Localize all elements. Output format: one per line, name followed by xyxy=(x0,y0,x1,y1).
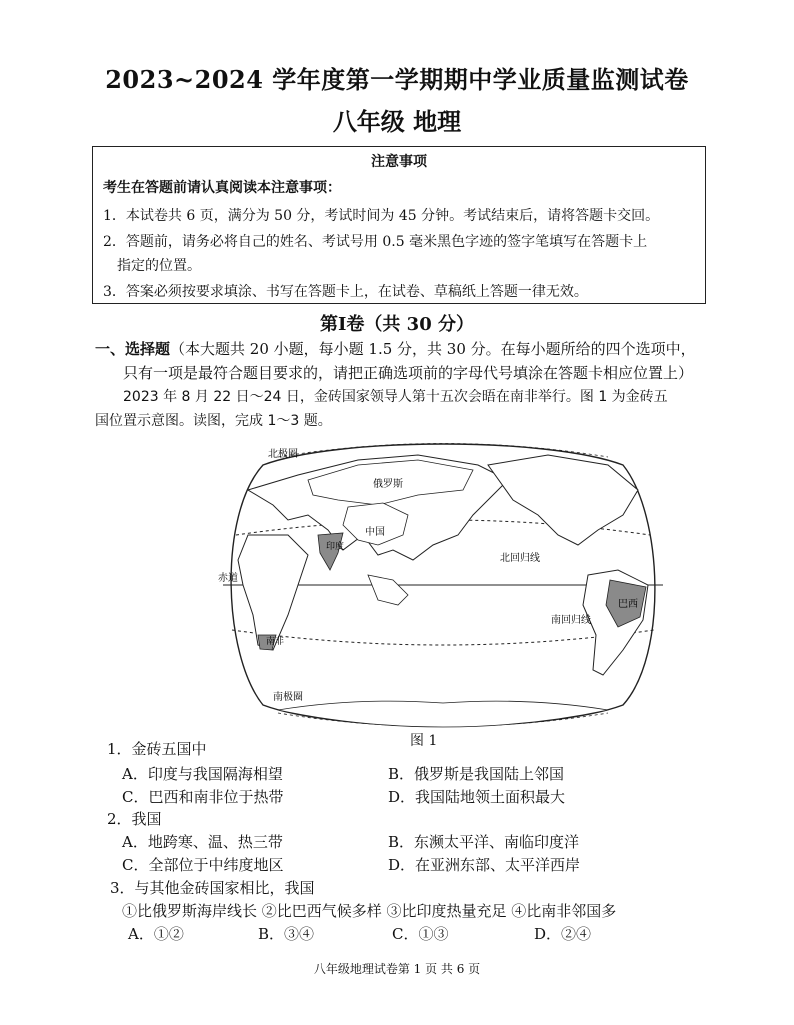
part-text: （本大题共 20 小题，每小题 1.5 分，共 30 分。在每小题所给的四个选项中， xyxy=(170,340,696,358)
q3-option-c: C．①③ xyxy=(392,925,449,943)
notice-item-1: 1．本试卷共 6 页，满分为 50 分，考试时间为 45 分钟。考试结束后，请将答题卡交回。 xyxy=(103,208,660,224)
q2-option-a: A．地跨寒、温、热三带 xyxy=(122,833,283,851)
label-tropic-north: 北回归线 xyxy=(500,553,540,564)
q1-option-a: A．印度与我国隔海相望 xyxy=(122,765,283,783)
label-india: 印度 xyxy=(326,542,345,552)
q1-option-b: B．俄罗斯是我国陆上邻国 xyxy=(388,765,565,783)
label-south-africa: 南非 xyxy=(266,637,285,647)
label-brazil: 巴西 xyxy=(618,599,638,610)
antarctica-continent xyxy=(278,701,608,727)
notice-box xyxy=(92,146,706,304)
label-equator: 赤道 xyxy=(218,573,238,584)
intro-line-2: 国位置示意图。读图，完成 1～3 题。 xyxy=(95,413,332,429)
section-title: 第Ⅰ卷（共 30 分） xyxy=(319,314,474,335)
q3-option-d: D．②④ xyxy=(534,925,592,943)
notice-heading: 注意事项 xyxy=(371,154,427,170)
q3-statements: ①比俄罗斯海岸线长 ②比巴西气候多样 ③比印度热量充足 ④比南非邻国多 xyxy=(122,902,617,920)
q1-stem: 1．金砖五国中 xyxy=(107,740,207,758)
label-arctic: 北极圈 xyxy=(268,449,298,460)
brics-world-map xyxy=(218,435,668,735)
notice-item-3: 3．答案必须按要求填涂、书写在答题卡上，在试卷、草稿纸上答题一律无效。 xyxy=(103,284,588,300)
q3-option-b: B．③④ xyxy=(258,925,315,943)
figure-caption: 图 1 xyxy=(410,733,438,749)
label-russia: 俄罗斯 xyxy=(373,479,403,490)
page-footer: 八年级地理试卷第 1 页 共 6 页 xyxy=(313,962,481,976)
exam-title: 2023~2024 学年度第一学期期中学业质量监测试卷 xyxy=(105,65,689,94)
label-tropic-south: 南回归线 xyxy=(551,615,591,626)
label-china: 中国 xyxy=(365,527,385,538)
exam-subtitle: 八年级 地理 xyxy=(332,107,462,136)
q3-stem: 3．与其他金砖国家相比，我国 xyxy=(110,879,315,897)
q3-option-a: A．①② xyxy=(128,925,184,943)
q1-option-c: C．巴西和南非位于热带 xyxy=(122,788,284,806)
label-antarctic: 南极圈 xyxy=(273,692,303,703)
q2-stem: 2．我国 xyxy=(107,810,162,828)
notice-intro: 考生在答题前请认真阅读本注意事项： xyxy=(103,180,341,196)
notice-item-2: 2．答题前，请务必将自己的姓名、考试号用 0.5 毫米黑色字迹的签字笔填写在答题卡上 xyxy=(103,234,648,250)
q1-option-d: D．我国陆地领土面积最大 xyxy=(388,788,566,806)
q2-option-b: B．东濒太平洋、南临印度洋 xyxy=(388,833,580,851)
part-text-2: 只有一项是最符合题目要求的，请把正确选项前的字母代号填涂在答题卡相应位置上） xyxy=(123,364,694,382)
q2-option-c: C．全部位于中纬度地区 xyxy=(122,856,284,874)
part-heading xyxy=(95,338,696,359)
q2-option-d: D．在亚洲东部、太平洋西岸 xyxy=(388,856,581,874)
part-label: 一、选择题 xyxy=(95,340,171,358)
intro-line-1: 2023 年 8 月 22 日～24 日，金砖国家领导人第十五次会晤在南非举行。图 1 为金砖五 xyxy=(123,389,668,405)
notice-item-2-cont: 指定的位置。 xyxy=(117,258,201,274)
